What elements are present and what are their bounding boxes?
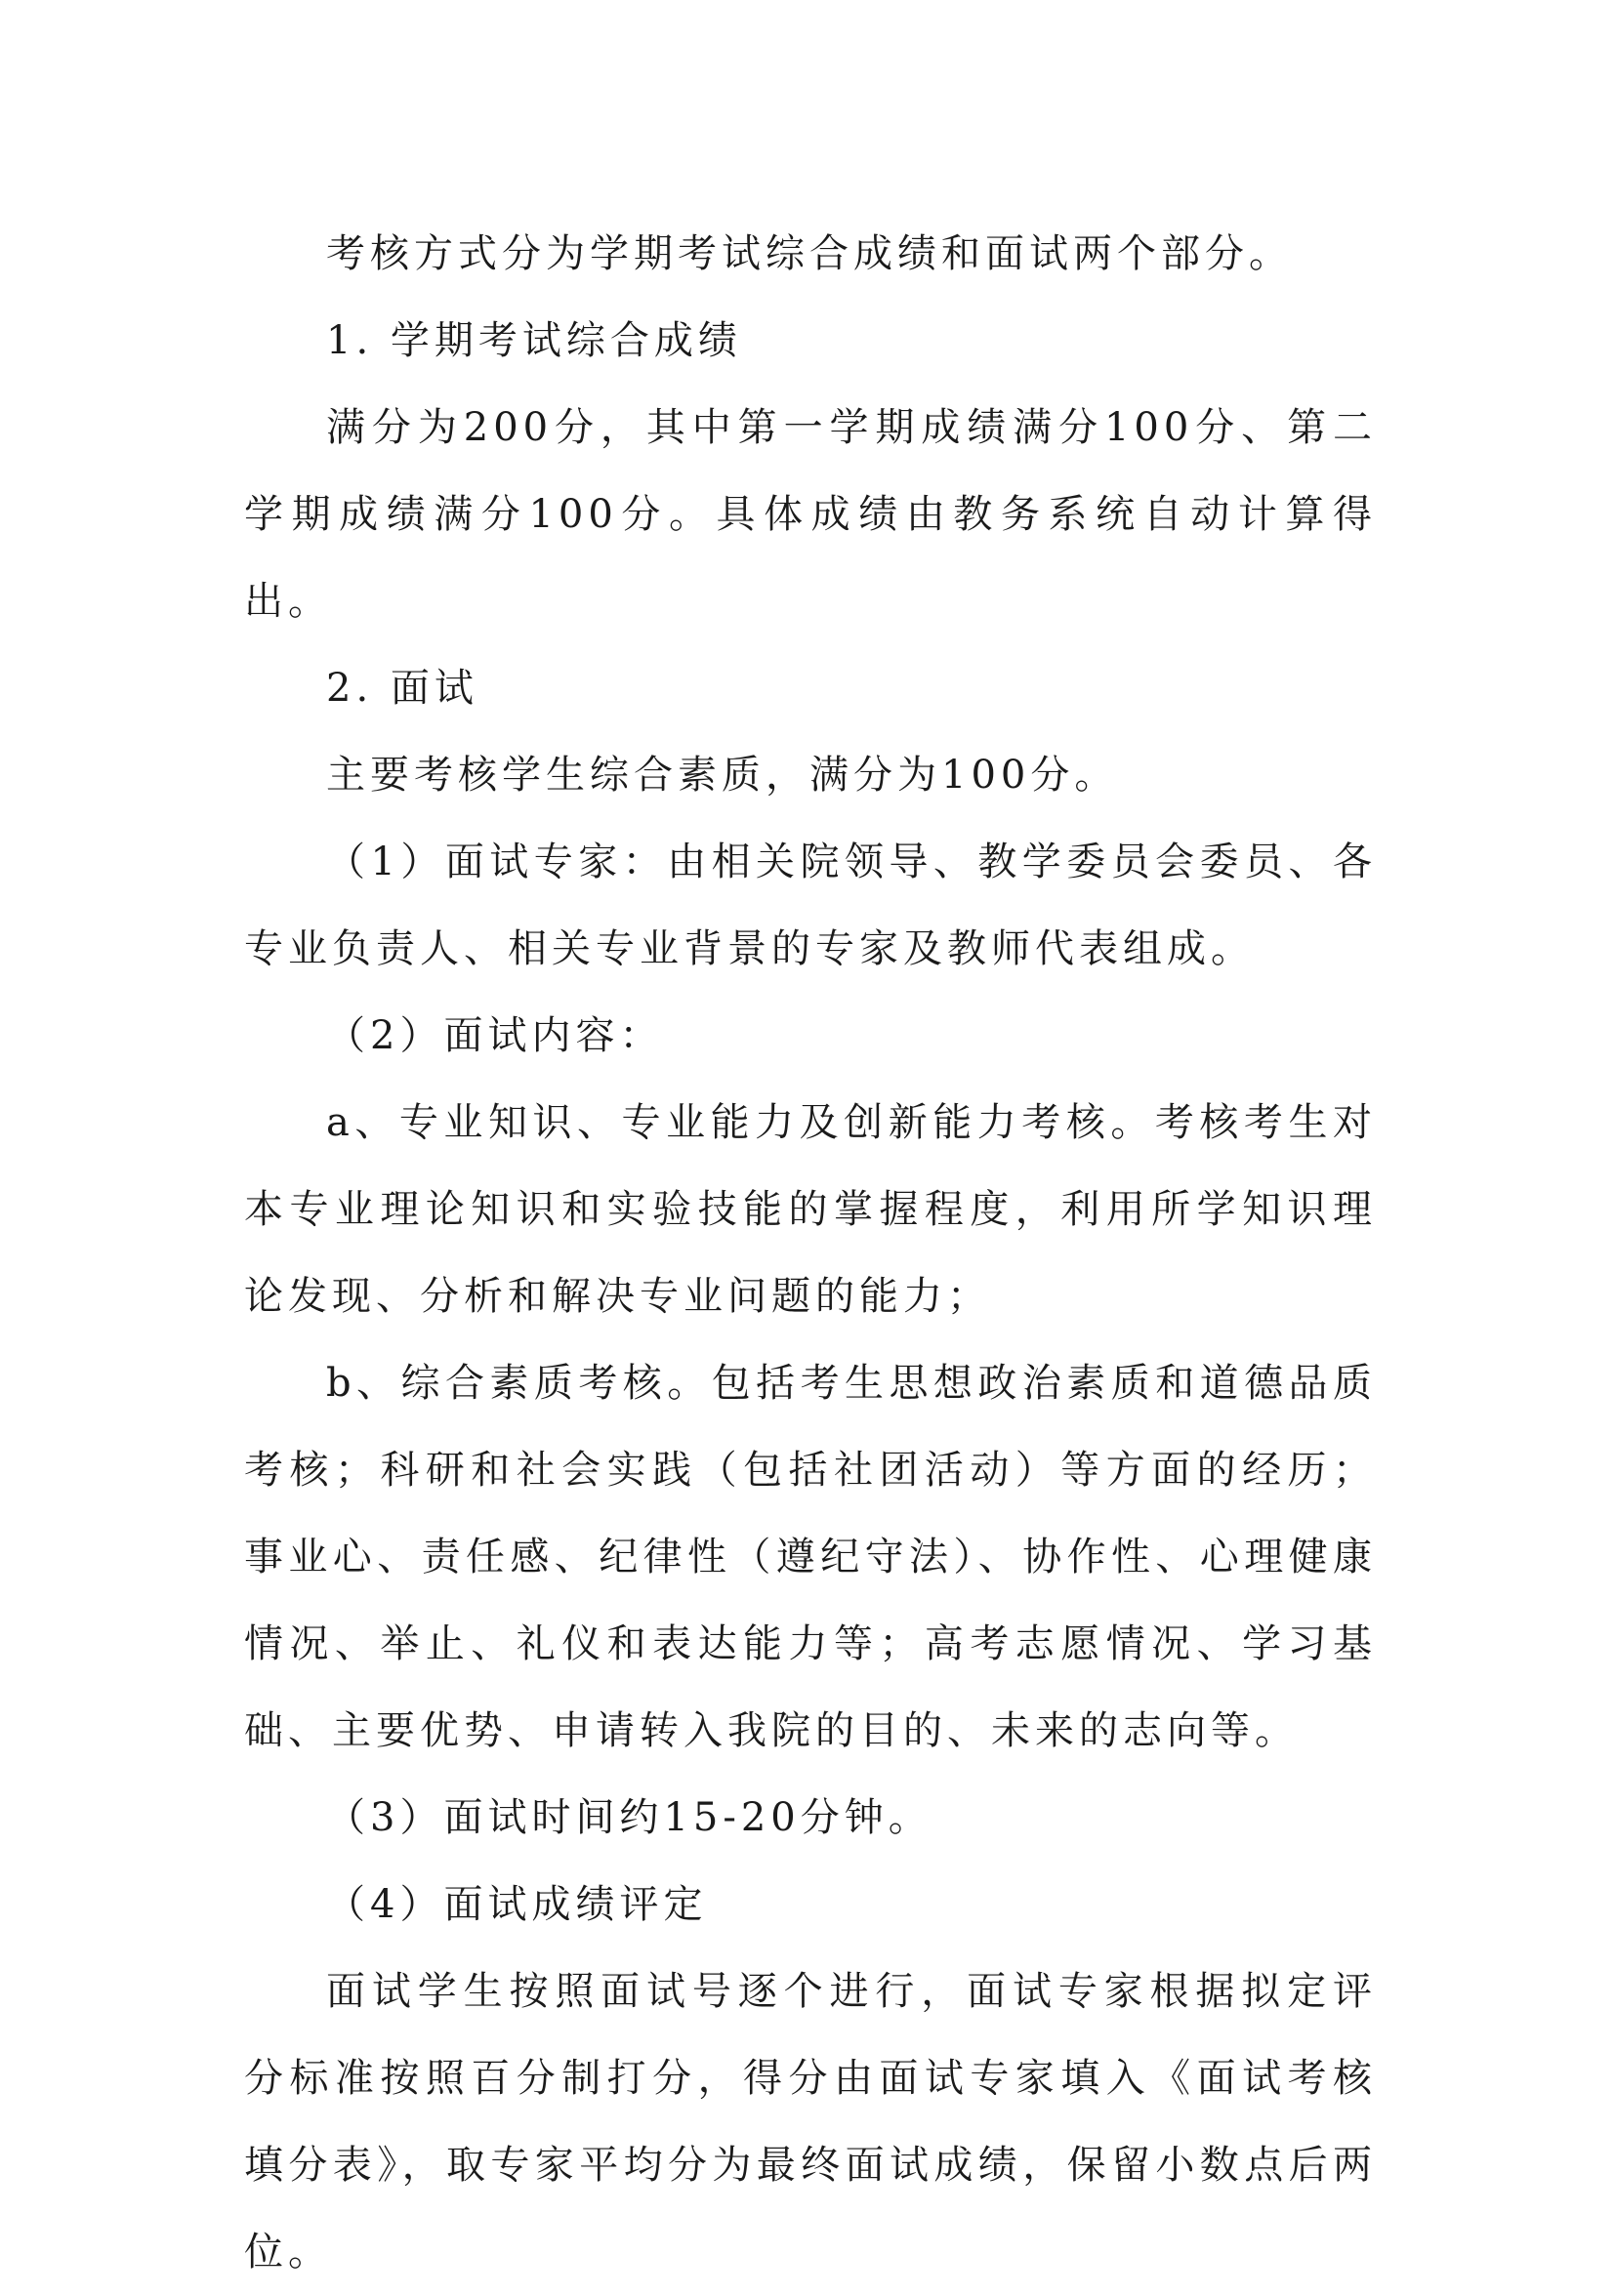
heading-interview-content: （2）面试内容：: [326, 1013, 664, 1058]
paragraph-interview-experts: （1）面试专家：由相关院领导、教学委员会委员、各专业负责人、相关专业背景的专家及教师代表组成。: [244, 840, 1377, 971]
heading-semester-exam-score: 1. 学期考试综合成绩: [326, 318, 742, 363]
paragraph-interview-duration: （3）面试时间约15-20分钟。: [326, 1795, 932, 1840]
heading-interview: 2. 面试: [326, 666, 478, 711]
heading-interview-grading: （4）面试成绩评定: [326, 1882, 708, 1927]
paragraph-grading-detail: 面试学生按照面试号逐个进行，面试专家根据拟定评分标准按照百分制打分，得分由面试专家填入《面试考核填分表》，取专家平均分为最终面试成绩，保留小数点后两位。: [244, 1969, 1377, 2275]
paragraph-content-b: b、综合素质考核。包括考生思想政治素质和道德品质考核；科研和社会实践（包括社团活动）等方面的经历；事业心、责任感、纪律性（遵纪守法）、协作性、心理健康情况、举止、礼仪和表达能力等；高考志愿情况、学习基础、主要优势、申请转入我院的目的、未来的志向等。: [244, 1361, 1377, 1753]
paragraph-semester-score-detail: 满分为200分，其中第一学期成绩满分100分、第二学期成绩满分100分。具体成绩由教务系统自动计算得出。: [244, 405, 1377, 624]
paragraph-content-a: a、专业知识、专业能力及创新能力考核。考核考生对本专业理论知识和实验技能的掌握程度，利用所学知识理论发现、分析和解决专业问题的能力；: [244, 1100, 1377, 1319]
document-body: [244, 211, 1377, 2296]
paragraph-assessment-method: 考核方式分为学期考试综合成绩和面试两个部分。: [326, 231, 1293, 276]
paragraph-interview-summary: 主要考核学生综合素质，满分为100分。: [326, 753, 1119, 798]
